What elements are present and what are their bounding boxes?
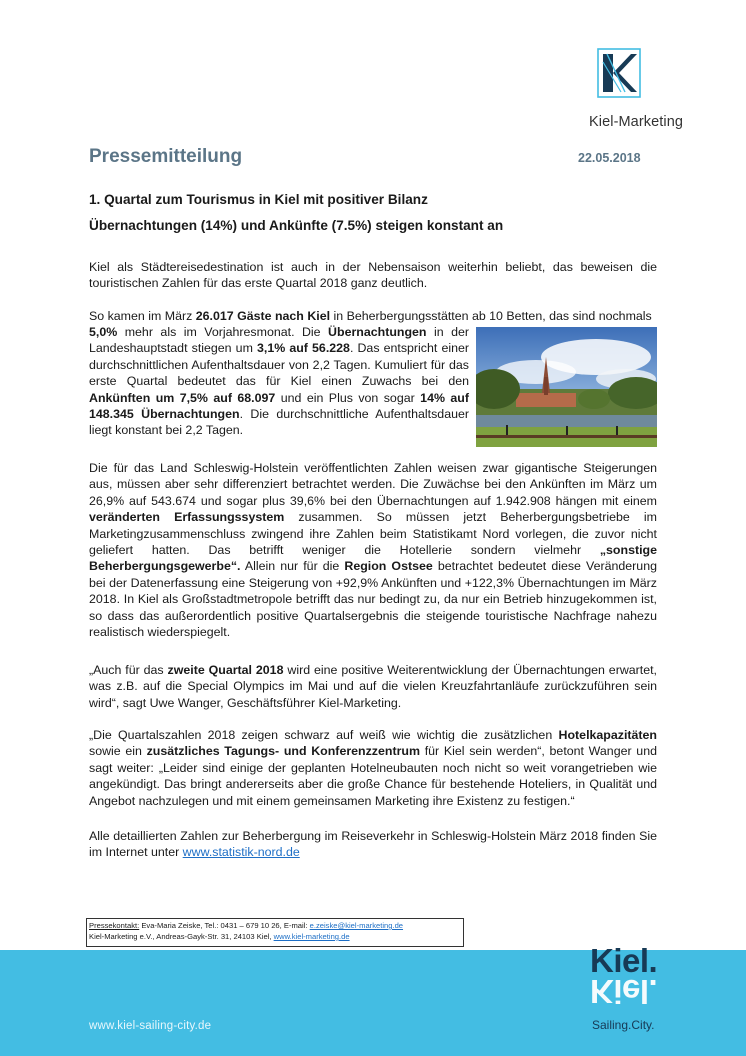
paragraph-state-figures: Die für das Land Schleswig-Holstein veröffentlichten Zahlen weisen zwar gigantische Steigerungen aus, müssen aber sehr differenziert betrachtet werden. Die Zuwächse bei den Ankünften im März um 26,9% auf 543.674 und sogar plus 39,6% bei den Übernachtungen auf 1.942.908 hängen mit einem veränderten Erfassungssystem zusammen. So müssen jetzt Beherbergungsbetriebe im Marketingzusammenschluss zwingend ihre Zahlen beim Statistikamt Nord vorlegen, die zuvor nicht geliefert hatten. Das betrifft weniger die Hotellerie sondern vielmehr „sonstige Beherbergungsgewerbe“. Allein nur für die Region Ostsee betrachtet bedeutet diese Veränderung bei der Datenerfassung eine Steigerung von +92,9% Ankünften und +122,3% Übernachtungen im März 2018. In Kiel als Großstadtmetropole betrifft das nur bedingt zu, da nur ein Betrieb hinzugekommen ist, so dass das außerordentlich positive Quartalsergebnis die steigende touristische Nachfrage nahezu realistisch wiederspiegelt. — [89, 461, 657, 640]
contact-email-link[interactable]: e.zeiske@kiel-marketing.de — [309, 921, 404, 930]
subtitle-1: 1. Quartal zum Tourismus in Kiel mit positiver Bilanz — [89, 192, 428, 207]
page-title: Pressemitteilung — [89, 146, 243, 167]
footer-url: www.kiel-sailing-city.de — [89, 1020, 212, 1032]
subtitle-2: Übernachtungen (14%) und Ankünfte (7.5%) steigen konstant an — [89, 218, 504, 233]
kiel-logo-slogan: Sailing.City. — [592, 1018, 655, 1032]
kiel-logo-word: Kiel. — [590, 942, 658, 979]
kiel-marketing-web-link[interactable]: www.kiel-marketing.de — [273, 932, 350, 941]
press-contact-box: Pressekontakt: Eva-Maria Zeiske, Tel.: 0431 – 679 10 26, E-mail: e.zeiske@kiel-marketing.de Kiel-Marketing e.V., Andreas-Gayk-Str. 31, 24103 Kiel, www.kiel-marketing.de — [86, 918, 464, 947]
logo-brand-text: Kiel-Marketing — [589, 114, 684, 130]
kiel-city-photo — [476, 327, 657, 447]
press-contact-label: Pressekontakt: — [89, 921, 140, 930]
paragraph-figures-cont: 5,0% mehr als im Vorjahresmonat. Die Übernachtungen in der Landeshauptstadt stiegen um 3,1% auf 56.228. Das entspricht einer durchschnittlichen Aufenthaltsdauer von 2,2 Tagen. Kumuliert für das erste Quartal bedeutet das für Kiel einen Zuwachs bei den Ankünften um 7,5% auf 68.097 und ein Plus von sogar 14% auf 148.345 Übernachtungen. Die durchschnittliche Aufenthaltsdauer liegt konstant bei 2,2 Tagen. — [89, 325, 469, 438]
paragraph-quote-1: „Auch für das zweite Quartal 2018 wird eine positive Weiterentwicklung der Übernachtungen erwartet, was z.B. auf die Special Olympics im Mai und auf die vielen Kreuzfahrtanläufe zurückzuführen sein wird“, sagt Uwe Wanger, Geschäftsführer Kiel-Marketing. — [89, 663, 657, 710]
paragraph-more-info: Alle detaillierten Zahlen zur Beherbergung im Reiseverkehr in Schleswig-Holstein März 2018 finden Sie im Internet unter www.statistik-nord.de — [89, 829, 657, 860]
kiel-marketing-logo — [589, 48, 684, 134]
statistik-nord-link[interactable]: www.statistik-nord.de — [182, 845, 300, 860]
paragraph-figures: So kamen im März 26.017 Gäste nach Kiel in Beherbergungsstätten ab 10 Betten, das sind nochmals — [89, 309, 652, 323]
paragraph-quote-2: „Die Quartalszahlen 2018 zeigen schwarz auf weiß wie wichtig die zusätzlichen Hotelkapazitäten sowie ein zusätzliches Tagungs- und Konferenzzentrum für Kiel sein werden“, betont Wanger und sagt weiter: „Leider sind einige der geplanten Hotelneubauten noch nicht so weit vorangetrieben wie angekündigt. Das bringt andererseits aber die große Chance für bestehende Hoteliers, in Qualität und Angebot nachzulegen und mit einem gemeinsamen Marketing ihre Existenz zu festigen.“ — [89, 728, 657, 808]
kiel-sailing-city-logo — [582, 944, 682, 1040]
k-mark-icon — [597, 48, 641, 98]
kiel-logo-reflection: Kiel. — [590, 973, 658, 1010]
release-date: 22.05.2018 — [578, 151, 641, 165]
paragraph-intro: Kiel als Städtereisedestination ist auch in der Nebensaison weiterhin beliebt, das beweisen die touristischen Zahlen für das erste Quartal 2018 ganz deutlich. — [89, 260, 657, 291]
